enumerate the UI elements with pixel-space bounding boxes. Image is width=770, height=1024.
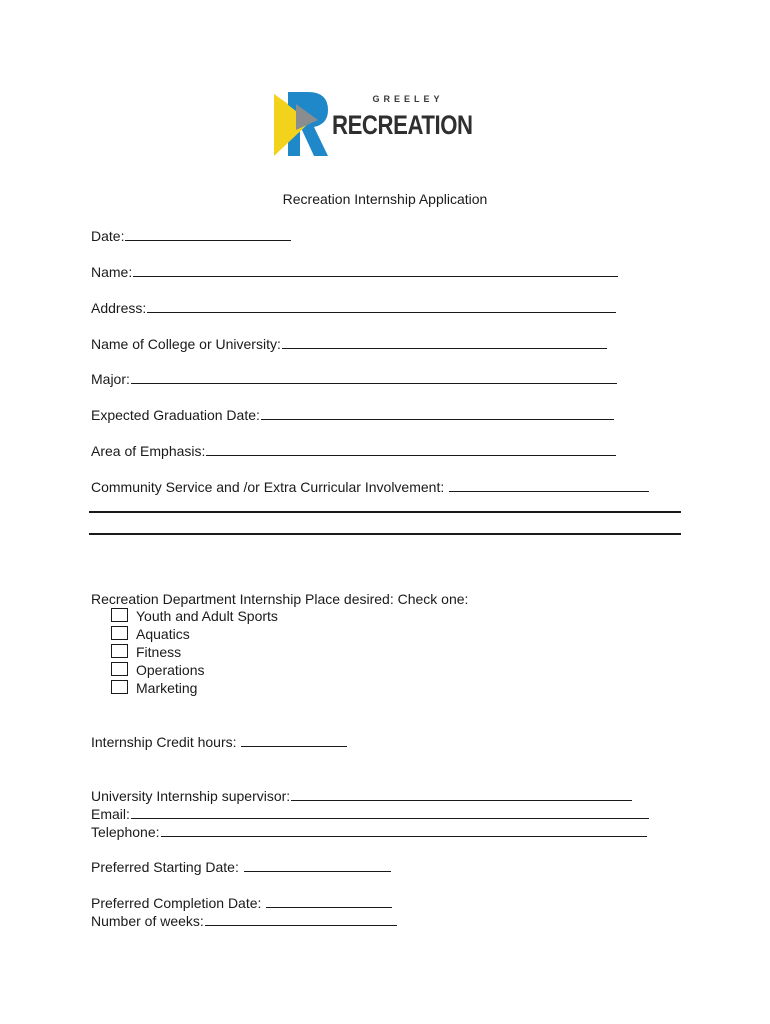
college-label: Name of College or University: [91,336,281,352]
telephone-blank[interactable] [161,822,647,837]
college-field [91,334,607,352]
option-label: Fitness [136,644,182,660]
date-field [91,226,291,244]
credit-hours-field [91,732,347,750]
placement-options [111,607,278,697]
graduation-blank[interactable] [261,405,614,420]
option-label: Marketing [136,680,198,696]
option-youth-adult-sports[interactable] [111,607,278,625]
preferred-start-blank[interactable] [244,857,391,872]
logo-mark-icon [274,90,334,158]
email-field [91,804,649,822]
preferred-completion-label: Preferred Completion Date: [91,895,266,911]
date-label: Date: [91,228,125,244]
community-line-2[interactable] [89,533,681,535]
credit-hours-blank[interactable] [241,732,347,747]
telephone-label: Telephone: [91,824,160,840]
number-of-weeks-label: Number of weeks: [91,913,204,929]
option-aquatics[interactable] [111,625,278,643]
number-of-weeks-blank[interactable] [205,911,397,926]
placement-prompt: Recreation Department Internship Place desired: Check one: [91,591,469,607]
form-title: Recreation Internship Application [282,191,488,207]
telephone-field [91,822,647,840]
preferred-completion-field [91,893,392,911]
logo-recreation-text: RECREATION [332,110,473,140]
community-blank[interactable] [449,477,649,492]
checkbox[interactable] [111,680,128,694]
college-blank[interactable] [282,334,607,349]
logo-city-text: GREELEY [372,94,444,104]
preferred-completion-blank[interactable] [266,893,392,908]
address-label: Address: [91,300,147,316]
name-blank[interactable] [133,262,618,277]
supervisor-blank[interactable] [291,786,632,801]
checkbox[interactable] [111,626,128,640]
community-label: Community Service and /or Extra Curricular Involvement: [91,479,449,495]
emphasis-label: Area of Emphasis: [91,443,206,459]
checkbox[interactable] [111,644,128,658]
option-fitness[interactable] [111,643,278,661]
date-blank[interactable] [125,226,291,241]
option-label: Operations [136,662,205,678]
email-label: Email: [91,806,130,822]
name-label: Name: [91,264,133,280]
preferred-start-label: Preferred Starting Date: [91,859,243,875]
address-field [91,298,616,316]
community-field [91,477,649,495]
option-marketing[interactable] [111,679,278,697]
emphasis-field [91,441,616,459]
graduation-field [91,405,614,423]
major-field [91,369,617,387]
checkbox[interactable] [111,662,128,676]
major-label: Major: [91,371,130,387]
greeley-recreation-logo [274,90,473,158]
option-label: Aquatics [136,626,190,642]
preferred-start-field [91,857,391,875]
address-blank[interactable] [147,298,616,313]
checkbox[interactable] [111,608,128,622]
number-of-weeks-field [91,911,397,929]
community-line-1[interactable] [89,511,681,513]
supervisor-field [91,786,632,804]
option-operations[interactable] [111,661,278,679]
credit-hours-label: Internship Credit hours: [91,734,241,750]
option-label: Youth and Adult Sports [136,608,278,624]
graduation-label: Expected Graduation Date: [91,407,260,423]
supervisor-label: University Internship supervisor: [91,788,291,804]
name-field [91,262,618,280]
emphasis-blank[interactable] [206,441,616,456]
major-blank[interactable] [131,369,617,384]
email-blank[interactable] [131,804,649,819]
